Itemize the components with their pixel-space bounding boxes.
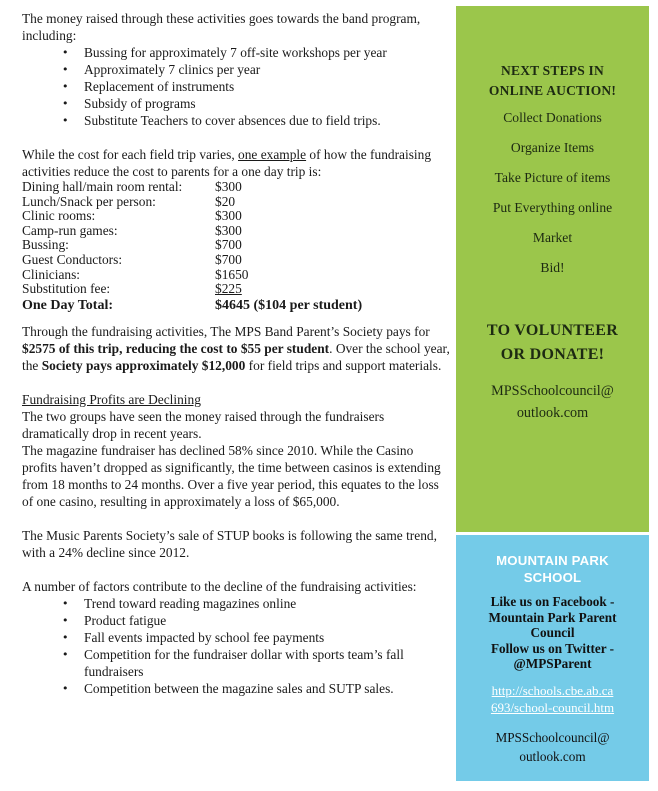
auction-steps — [456, 109, 649, 289]
factor-item: • Trend toward reading magazines online — [22, 595, 450, 612]
cost-row: Bussing: $700 — [22, 237, 242, 253]
auction-contact-email[interactable]: MPSSchoolcouncil@ outlook.com — [491, 383, 614, 421]
profits-paragraph: The magazine fundraiser has declined 58% since 2010. While the Casino profits haven’t dropped as significantly, the time between casinos is extending from 18 months to 24 months. Over a five year period, this equates to the loss of one casino, resulting in approximately a loss of $65,000. — [22, 442, 441, 509]
intro-paragraph: The money raised through these activities goes towards the band program, including: — [22, 11, 421, 43]
one-example-emphasis: one example — [238, 147, 307, 162]
volunteer-heading: TO VOLUNTEER OR DONATE! — [486, 322, 619, 363]
program-item: • Replacement of instruments — [22, 78, 450, 95]
factor-item: • Fall events impacted by school fee payments — [22, 629, 450, 646]
cost-row: Lunch/Snack per person: $20 — [22, 193, 236, 209]
auction-step: Market — [532, 230, 573, 245]
program-item: • Substitute Teachers to cover absences due to field trips. — [22, 112, 450, 129]
auction-step: Organize Items — [510, 140, 595, 155]
society-paragraph: Through the fundraising activities, The MPS Band Parent’s Society pays for $2575 of this trip, reducing the cost to $55 per student. Over the school year, the Society pays approximately $12,000 for field trips and support materials. — [22, 323, 450, 373]
school-contact-email[interactable]: MPSSchoolcouncil@ outlook.com — [495, 730, 610, 764]
program-list — [22, 44, 450, 129]
profits-paragraph: A number of factors contribute to the decline of the fundraising activities: — [22, 578, 417, 594]
profits-paragraph: The two groups have seen the money raised through the fundraisers dramatically drop in recent years. — [22, 408, 385, 441]
cost-row: Clinic rooms: $300 — [22, 208, 242, 224]
auction-step: Take Picture of items — [494, 170, 611, 185]
program-item: • Bussing for approximately 7 off-site workshops per year — [22, 44, 450, 61]
program-item: • Approximately 7 clinics per year — [22, 61, 450, 78]
cost-row: Dining hall/main room rental: $300 — [22, 179, 242, 194]
cost-table — [22, 180, 362, 314]
auction-step: Put Everything online — [492, 200, 613, 215]
factor-item: • Product fatigue — [22, 612, 450, 629]
program-item: • Subsidy of programs — [22, 95, 450, 112]
newsletter-body — [22, 10, 450, 697]
factor-item: • Competition between the magazine sales and SUTP sales. — [22, 680, 450, 697]
school-title: MOUNTAIN PARK SCHOOL — [496, 553, 609, 585]
auction-step: Bid! — [540, 260, 565, 275]
school-council-link[interactable]: http://schools.cbe.ab.ca 693/school-council.htm — [490, 683, 615, 715]
cost-intro: While the cost for each field trip varies, one example of how the fundraising activities reduce the cost to parents for a one day trip is: — [22, 147, 432, 179]
cost-row: Substitution fee: $225 — [22, 281, 242, 297]
auction-heading: NEXT STEPS IN ONLINE AUCTION! — [488, 63, 617, 98]
cost-row: Guest Conductors: $700 — [22, 251, 242, 267]
profits-heading: Fundraising Profits are Declining — [22, 391, 201, 407]
factor-list — [22, 595, 450, 697]
cost-row: Clinicians: $1650 — [22, 266, 249, 282]
school-info-panel — [456, 535, 649, 781]
factor-item: • Competition for the fundraiser dollar with sports team’s fall fundraisers — [22, 646, 450, 680]
auction-step: Collect Donations — [503, 110, 602, 125]
online-auction-panel — [456, 6, 649, 532]
cost-total-row: One Day Total: $4645 ($104 per student) — [22, 297, 363, 313]
social-info: Like us on Facebook - Mountain Park Parent Council Follow us on Twitter - @MPSParent — [488, 594, 617, 671]
cost-row: Camp-run games: $300 — [22, 222, 242, 238]
profits-paragraph: The Music Parents Society’s sale of STUP books is following the same trend, with a 24% decline since 2012. — [22, 527, 437, 560]
